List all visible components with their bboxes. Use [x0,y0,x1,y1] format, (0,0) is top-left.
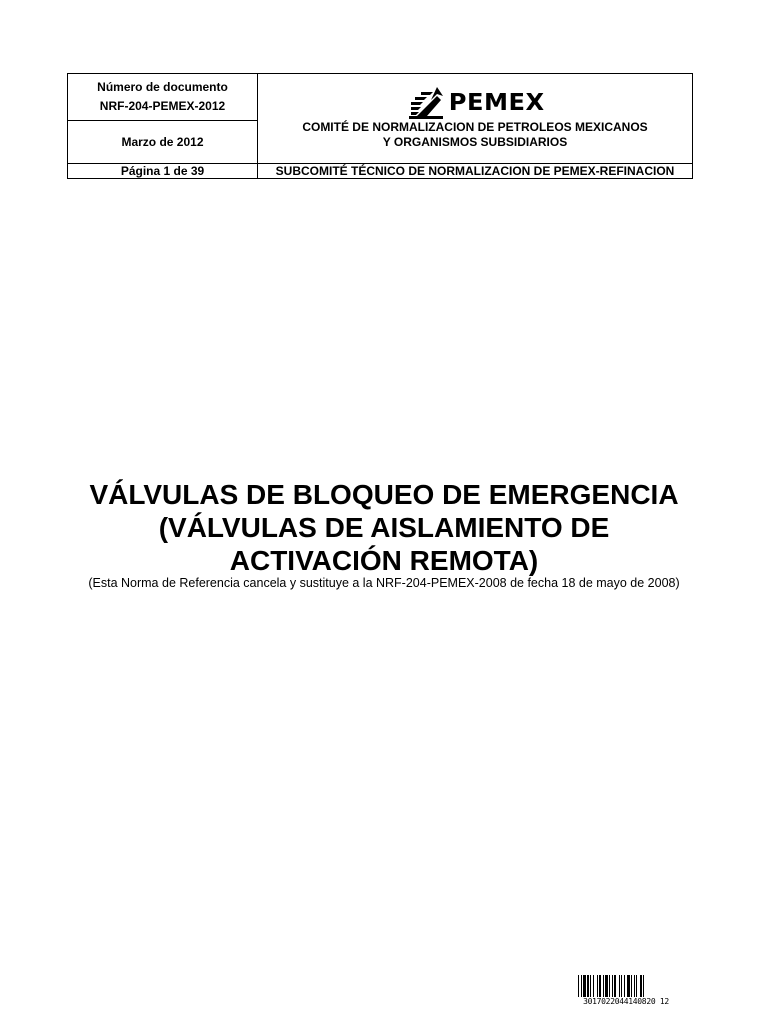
barcode-bar [643,975,644,997]
barcode-bar [627,975,630,997]
document-date: Marzo de 2012 [121,134,204,149]
committee-name [258,120,692,153]
cancellation-note: (Esta Norma de Referencia cancela y sustituye a la NRF-204-PEMEX-2008 de fecha 18 de mayo de 2008) [88,576,680,590]
subcommittee-name: SUBCOMITÉ TÉCNICO DE NORMALIZACION DE PEMEX-REFINACION [275,163,675,178]
barcode-bar [609,975,610,997]
pemex-eagle-icon [407,86,445,120]
barcode-bars [578,975,674,997]
subcommittee-cell [258,163,693,178]
committee-line-2: Y ORGANISMOS SUBSIDIARIOS [382,134,568,149]
committee-line-1: COMITÉ DE NORMALIZACION DE PETROLEOS MEXICANOS [302,119,648,134]
page-number: Página 1 de 39 [120,163,205,178]
barcode-bar [614,975,616,997]
barcode-bar [634,975,635,997]
barcode-bar [593,975,594,997]
title-line-1: VÁLVULAS DE BLOQUEO DE EMERGENCIA [89,479,679,510]
barcode-bar [597,975,598,997]
title-line-3: ACTIVACIÓN REMOTA) [229,545,539,576]
document-number-label: Número de documento [97,79,228,94]
barcode-bar [624,975,625,997]
barcode-bar [621,975,622,997]
barcode [578,975,674,1005]
barcode-bar [631,975,632,997]
pemex-logo-text: PEMEX [449,89,545,116]
barcode-bar [581,975,582,997]
barcode-bar [583,975,586,997]
barcode-bar [619,975,620,997]
title-line-2: (VÁLVULAS DE AISLAMIENTO DE [158,512,610,543]
barcode-number: 3017022044140820 12 [583,997,669,1006]
barcode-bar [587,975,589,997]
barcode-bar [603,975,604,997]
document-number: NRF-204-PEMEX-2012 [99,98,226,113]
page-cell [68,163,258,178]
barcode-bar [612,975,613,997]
pemex-logo [258,86,692,120]
barcode-bar [599,975,601,997]
document-number-cell [68,74,258,121]
barcode-bar [636,975,637,997]
barcode-bar [605,975,608,997]
barcode-bar [640,975,642,997]
committee-cell [258,74,693,164]
document-header-table [67,73,693,179]
date-cell [68,120,258,163]
barcode-bar [578,975,579,997]
barcode-bar [590,975,591,997]
document-title [40,478,728,577]
